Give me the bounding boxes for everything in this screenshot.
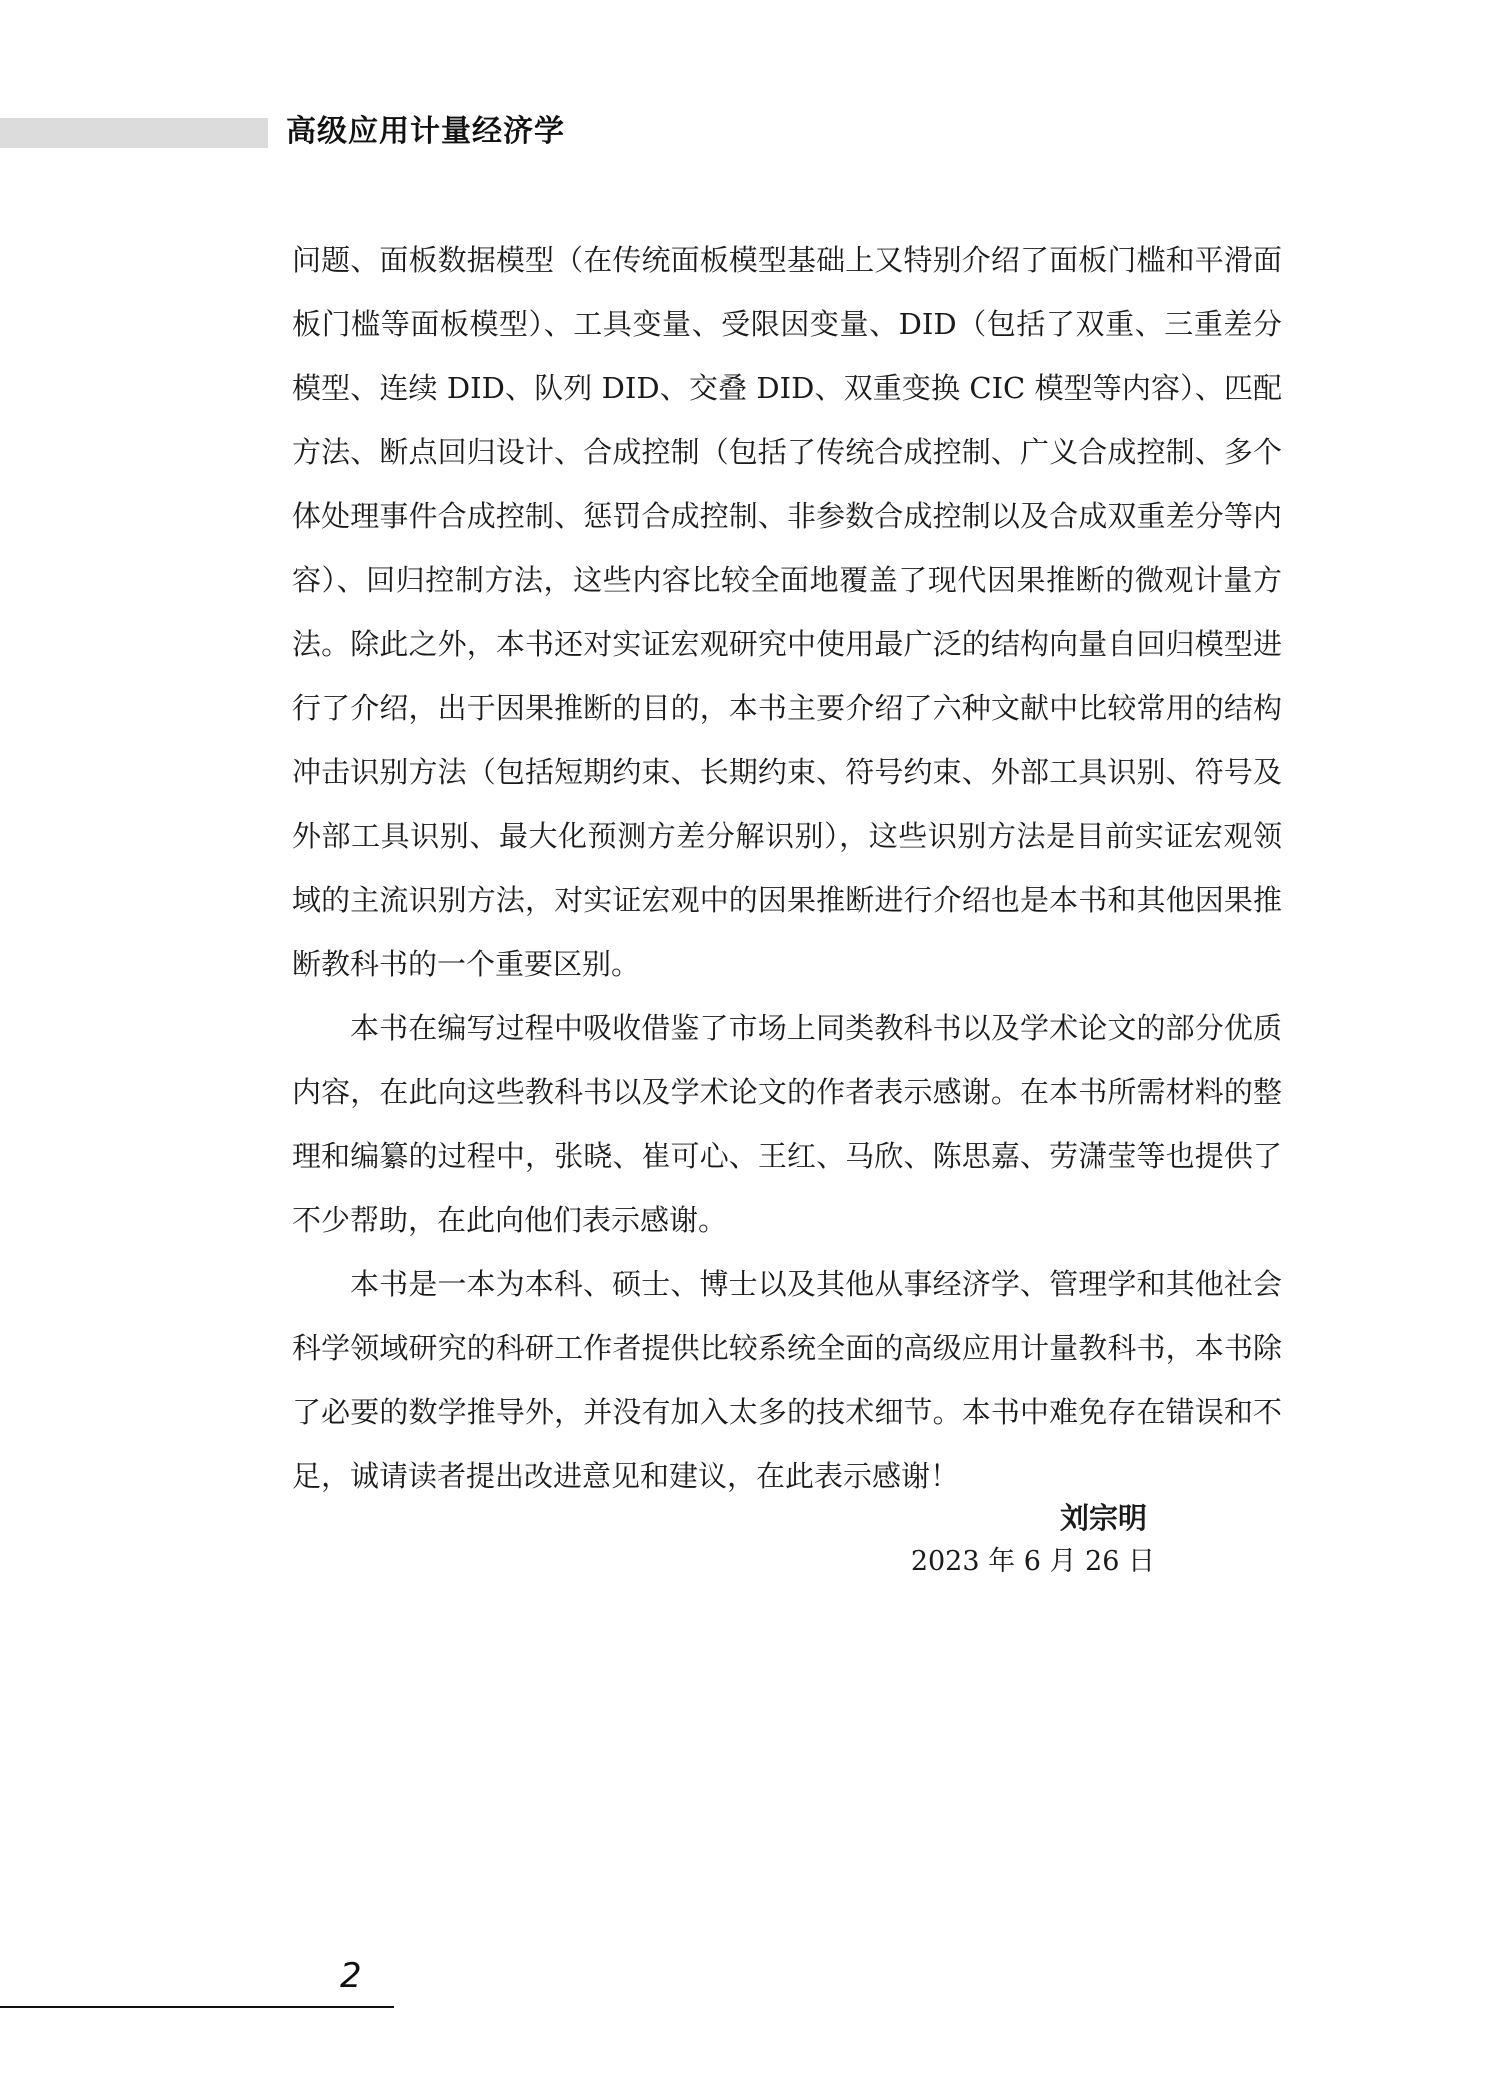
signature-block	[911, 1496, 1155, 1584]
paragraph-acknowledgement: 本书在编写过程中吸收借鉴了市场上同类教科书以及学术论文的部分优质内容，在此向这些教科书以及学术论文的作者表示感谢。在本书所需材料的整理和编纂的过程中，张晓、崔可心、王红、马欣、陈思嘉、劳潇莹等也提供了不少帮助，在此向他们表示感谢。	[292, 1011, 1282, 1237]
page-number: 2	[340, 1956, 362, 1996]
signature-date: 2023 年 6 月 26 日	[910, 1546, 1155, 1577]
paragraph-audience: 本书是一本为本科、硕士、博士以及其他从事经济学、管理学和其他社会科学领域研究的科研工作者提供比较系统全面的高级应用计量教科书，本书除了必要的数学推导外，并没有加入太多的技术细节。本书中难免存在错误和不足，诚请读者提出改进意见和建议，在此表示感谢！	[292, 1267, 1282, 1493]
footer-rule	[0, 2006, 394, 2008]
running-header-title: 高级应用计量经济学	[286, 114, 565, 149]
body-text	[292, 228, 1282, 1508]
author-name: 刘宗明	[1059, 1501, 1147, 1535]
paragraph-continued: 问题、面板数据模型（在传统面板模型基础上又特别介绍了面板门槛和平滑面板门槛等面板模型）、工具变量、受限因变量、DID（包括了双重、三重差分模型、连续 DID、队列 DID、交叠 DID、双重变换 CIC 模型等内容）、匹配方法、断点回归设计、合成控制（包括了传统合成控制、广义合成控制、多个体处理事件合成控制、惩罚合成控制、非参数合成控制以及合成双重差分等内容）、回归控制方法，这些内容比较全面地覆盖了现代因果推断的微观计量方法。除此之外，本书还对实证宏观研究中使用最广泛的结构向量自回归模型进行了介绍，出于因果推断的目的，本书主要介绍了六种文献中比较常用的结构冲击识别方法（包括短期约束、长期约束、符号约束、外部工具识别、符号及外部工具识别、最大化预测方差分解识别），这些识别方法是目前实证宏观领域的主流识别方法，对实证宏观中的因果推断进行介绍也是本书和其他因果推断教科书的一个重要区别。	[292, 243, 1282, 981]
header-bar	[0, 118, 268, 148]
